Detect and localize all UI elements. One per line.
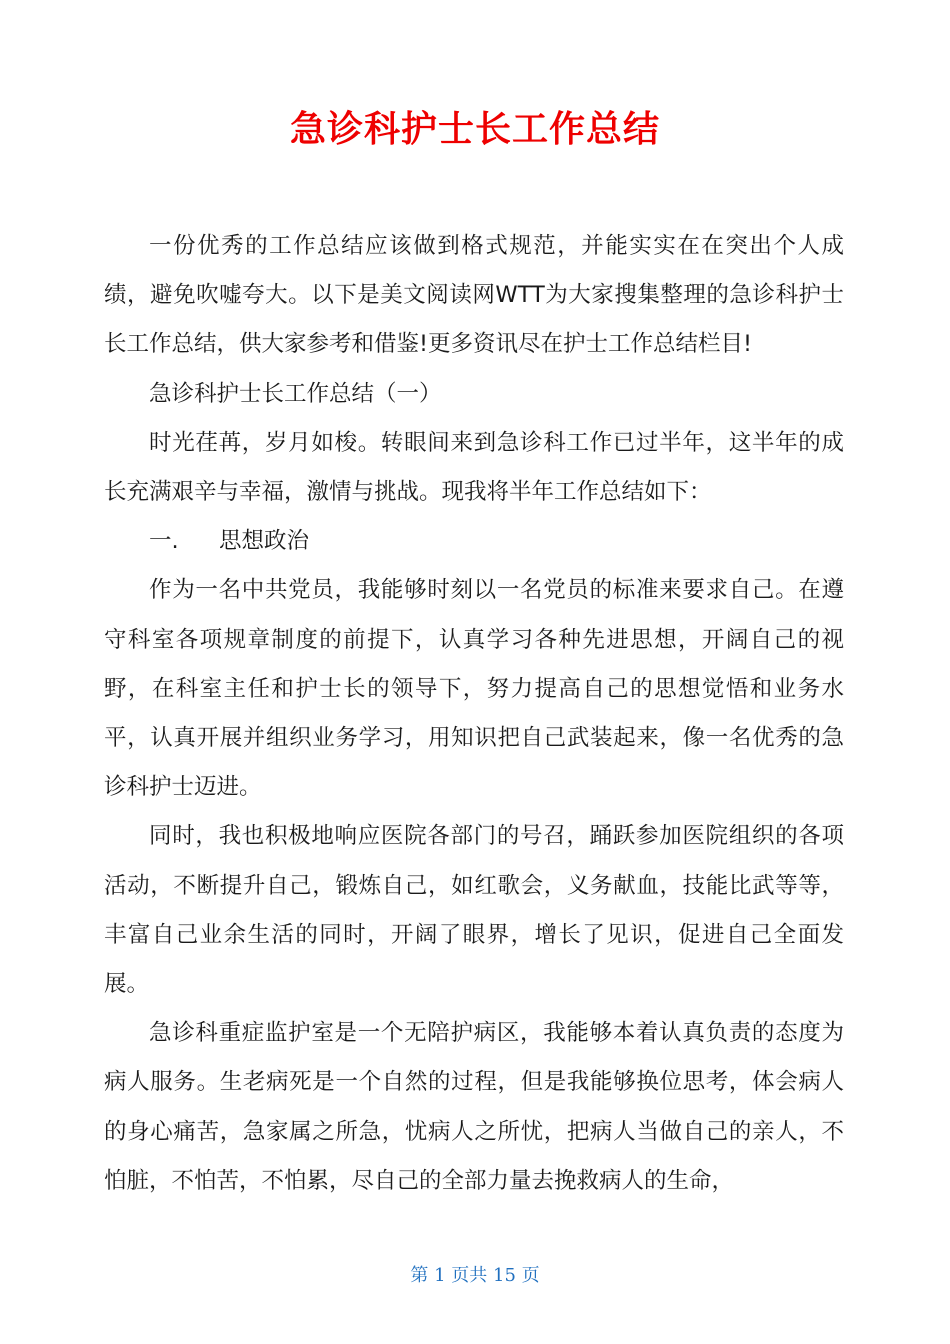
subtitle: 急诊科护士长工作总结（一） bbox=[149, 380, 442, 407]
paragraph-3: 急诊科重症监护室是一个无陪护病区，我能够本着认真负责的态度为病人服务。生老病死是一个自然的过程，但是我能够换位思考，体会病人的身心痛苦，急家属之所急，忧病人之所忧，把病人当做自己的亲人，不怕脏，不怕苦，不怕累，尽自己的全部力量去挽救病人的生命， bbox=[104, 1020, 844, 1194]
section-heading bbox=[104, 517, 844, 566]
paragraph-1: 作为一名中共党员，我能够时刻以一名党员的标准来要求自己。在遵守科室各项规章制度的前提下，认真学习各种先进思想，开阔自己的视野，在科室主任和护士长的领导下，努力提高自己的思想觉悟和业务水平，认真开展并组织业务学习，用知识把自己武装起来，像一名优秀的急诊科护士迈进。 bbox=[104, 577, 844, 801]
intro-paragraph: 一份优秀的工作总结应该做到格式规范，并能实实在在突出个人成绩，避免吹嘘夸大。以下是美文阅读网WTT为大家搜集整理的急诊科护士长工作总结，供大家参考和借鉴!更多资讯尽在护士工作总结栏目! bbox=[104, 233, 844, 358]
document-title: 急诊科护士长工作总结 bbox=[289, 109, 660, 150]
section-title: 思想政治 bbox=[219, 528, 310, 555]
paragraph-2: 同时，我也积极地响应医院各部门的号召，踊跃参加医院组织的各项活动，不断提升自己，锻炼自己，如红歌会，义务献血，技能比武等等，丰富自己业余生活的同时，开阔了眼界，增长了见识，促进自己全面发展。 bbox=[104, 823, 844, 998]
document-body bbox=[104, 222, 844, 1206]
opening-paragraph: 时光荏苒，岁月如梭。转眼间来到急诊科工作已过半年，这半年的成长充满艰辛与幸福，激情与挑战。现我将半年工作总结如下： bbox=[104, 429, 844, 506]
section-number: 一. bbox=[149, 528, 179, 555]
page-footer: 第 1 页共 15 页 bbox=[410, 1265, 540, 1286]
